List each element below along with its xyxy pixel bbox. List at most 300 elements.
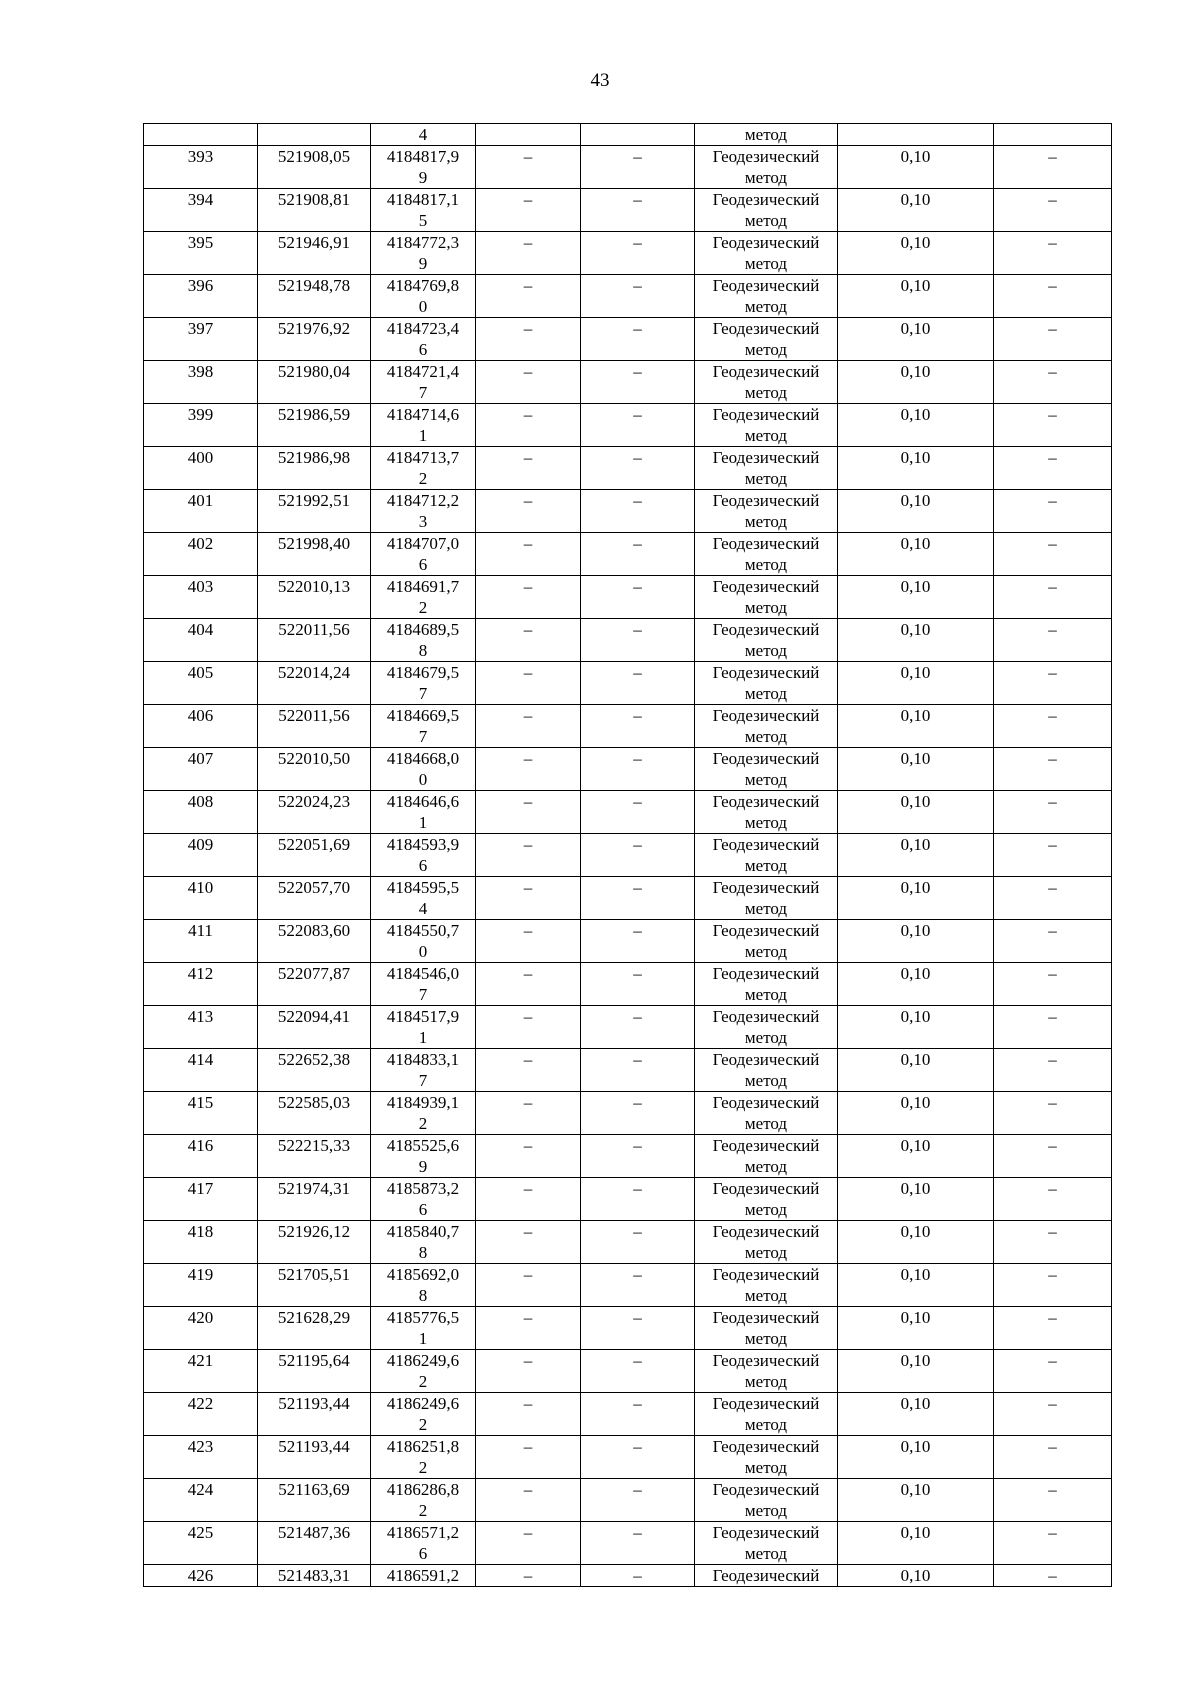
- cell-y: [371, 361, 476, 404]
- cell-point-number: 416: [144, 1135, 258, 1178]
- cell-note: –: [994, 662, 1112, 705]
- cell-h2: –: [581, 404, 695, 447]
- cell-h1: –: [476, 576, 581, 619]
- cell-method: Геодезический метод: [695, 1350, 838, 1393]
- cell-h2: –: [581, 877, 695, 920]
- cell-point-number: 397: [144, 318, 258, 361]
- cell-h2: –: [581, 1522, 695, 1565]
- cell-h1: –: [476, 963, 581, 1006]
- table-row: [144, 920, 1112, 963]
- cell-point-number: 421: [144, 1350, 258, 1393]
- table-row: [144, 318, 1112, 361]
- cell-x: 521193,44: [258, 1393, 371, 1436]
- cell-note: –: [994, 1479, 1112, 1522]
- cell-x: 521908,81: [258, 189, 371, 232]
- cell-h2: –: [581, 275, 695, 318]
- table-row: [144, 1393, 1112, 1436]
- cell-x: 521163,69: [258, 1479, 371, 1522]
- cell-point-number: 415: [144, 1092, 258, 1135]
- y-value: 4185525,69: [386, 1136, 460, 1176]
- cell-point-number: 425: [144, 1522, 258, 1565]
- cell-y: [371, 490, 476, 533]
- cell-point-number: 395: [144, 232, 258, 275]
- table-row: [144, 963, 1112, 1006]
- cell-note: –: [994, 877, 1112, 920]
- cell-x: 522077,87: [258, 963, 371, 1006]
- cell-note: –: [994, 963, 1112, 1006]
- cell-note: –: [994, 1178, 1112, 1221]
- cell-x: 522083,60: [258, 920, 371, 963]
- cell-method: Геодезический метод: [695, 1221, 838, 1264]
- cell-point-number: 396: [144, 275, 258, 318]
- cell-note: –: [994, 1049, 1112, 1092]
- cell-method: Геодезический метод: [695, 404, 838, 447]
- cell-h1: –: [476, 361, 581, 404]
- cell-h1: –: [476, 1092, 581, 1135]
- cell-h2: –: [581, 490, 695, 533]
- cell-y: [371, 533, 476, 576]
- cell-method: Геодезический метод: [695, 1135, 838, 1178]
- cell-x: 521926,12: [258, 1221, 371, 1264]
- cell-x: 522011,56: [258, 705, 371, 748]
- cell-note: –: [994, 619, 1112, 662]
- cell-accuracy: 0,10: [838, 1522, 994, 1565]
- cell-note: –: [994, 576, 1112, 619]
- cell-y: [371, 1006, 476, 1049]
- table-row: [144, 705, 1112, 748]
- cell-h2: –: [581, 1479, 695, 1522]
- cell-note: –: [994, 1307, 1112, 1350]
- cell-h1: –: [476, 1264, 581, 1307]
- cell-x: 522057,70: [258, 877, 371, 920]
- cell-h2: –: [581, 318, 695, 361]
- cell-method: Геодезический метод: [695, 1049, 838, 1092]
- cell-note: –: [994, 791, 1112, 834]
- cell-point-number: 403: [144, 576, 258, 619]
- y-value: 4184646,61: [386, 792, 460, 832]
- cell-point-number: 410: [144, 877, 258, 920]
- table-row: [144, 146, 1112, 189]
- cell-note: –: [994, 361, 1112, 404]
- cell-h2: –: [581, 1393, 695, 1436]
- cell-method: Геодезический метод: [695, 1436, 838, 1479]
- cell-method: метод: [695, 124, 838, 146]
- cell-y: [371, 1307, 476, 1350]
- cell-method: Геодезический метод: [695, 1006, 838, 1049]
- cell-note: –: [994, 533, 1112, 576]
- cell-method: Геодезический метод: [695, 1479, 838, 1522]
- cell-accuracy: 0,10: [838, 705, 994, 748]
- y-value: 4185692,08: [386, 1265, 460, 1305]
- y-value: 4186591,2: [386, 1566, 460, 1585]
- cell-accuracy: 0,10: [838, 533, 994, 576]
- y-value: 4184817,99: [386, 147, 460, 187]
- cell-h1: –: [476, 1135, 581, 1178]
- cell-accuracy: 0,10: [838, 877, 994, 920]
- cell-method: Геодезический метод: [695, 1264, 838, 1307]
- cell-accuracy: 0,10: [838, 404, 994, 447]
- cell-y: [371, 1092, 476, 1135]
- table-row: [144, 1436, 1112, 1479]
- y-value: 4184712,23: [386, 491, 460, 531]
- cell-point-number: 418: [144, 1221, 258, 1264]
- cell-h2: –: [581, 748, 695, 791]
- cell-method: Геодезический метод: [695, 447, 838, 490]
- cell-point-number: 405: [144, 662, 258, 705]
- table-row: [144, 533, 1112, 576]
- cell-y: 4: [371, 124, 476, 146]
- cell-y: [371, 619, 476, 662]
- cell-h2: –: [581, 1049, 695, 1092]
- cell-y: [371, 662, 476, 705]
- cell-y: [371, 1264, 476, 1307]
- y-value: 4184669,57: [386, 706, 460, 746]
- cell-note: –: [994, 275, 1112, 318]
- cell-x: 522652,38: [258, 1049, 371, 1092]
- cell-x: 521946,91: [258, 232, 371, 275]
- cell-h1: –: [476, 404, 581, 447]
- cell-x: 522051,69: [258, 834, 371, 877]
- cell-accuracy: 0,10: [838, 1350, 994, 1393]
- cell-point-number: 417: [144, 1178, 258, 1221]
- cell-note: –: [994, 834, 1112, 877]
- cell-method: Геодезический метод: [695, 1307, 838, 1350]
- y-value: 4184546,07: [386, 964, 460, 1004]
- cell-method: Геодезический метод: [695, 834, 838, 877]
- cell-method: Геодезический метод: [695, 619, 838, 662]
- cell-x: 521986,59: [258, 404, 371, 447]
- cell-h2: –: [581, 232, 695, 275]
- cell-h1: –: [476, 705, 581, 748]
- cell-accuracy: 0,10: [838, 1135, 994, 1178]
- cell-h2: –: [581, 1565, 695, 1587]
- y-value: 4184595,54: [386, 878, 460, 918]
- cell-y: [371, 404, 476, 447]
- cell-point-number: 402: [144, 533, 258, 576]
- cell-x: 521974,31: [258, 1178, 371, 1221]
- cell-y: [371, 275, 476, 318]
- cell-accuracy: 0,10: [838, 318, 994, 361]
- cell-h1: –: [476, 1221, 581, 1264]
- cell-y: [371, 447, 476, 490]
- table-row: [144, 1350, 1112, 1393]
- cell-accuracy: 0,10: [838, 1049, 994, 1092]
- cell-method: Геодезический метод: [695, 361, 838, 404]
- cell-note: –: [994, 189, 1112, 232]
- cell-x: 521980,04: [258, 361, 371, 404]
- cell-method: Геодезический метод: [695, 275, 838, 318]
- cell-h2: –: [581, 1307, 695, 1350]
- cell-note: –: [994, 1135, 1112, 1178]
- cell-h1: –: [476, 920, 581, 963]
- y-value: 4186571,26: [386, 1523, 460, 1563]
- cell-h1: –: [476, 1006, 581, 1049]
- cell-note: –: [994, 318, 1112, 361]
- cell-y: [371, 1479, 476, 1522]
- cell-y: [371, 232, 476, 275]
- cell-method: Геодезический метод: [695, 576, 838, 619]
- cell-x: 522215,33: [258, 1135, 371, 1178]
- cell-h1: –: [476, 490, 581, 533]
- cell-y: [371, 920, 476, 963]
- cell-h1: [476, 124, 581, 146]
- table-row: [144, 1178, 1112, 1221]
- cell-note: –: [994, 1393, 1112, 1436]
- table-row: [144, 1049, 1112, 1092]
- cell-method: Геодезический метод: [695, 705, 838, 748]
- table-row: [144, 1006, 1112, 1049]
- cell-point-number: 393: [144, 146, 258, 189]
- cell-h2: –: [581, 1006, 695, 1049]
- cell-point-number: 411: [144, 920, 258, 963]
- y-value: 4184714,61: [386, 405, 460, 445]
- cell-accuracy: 0,10: [838, 232, 994, 275]
- cell-h1: –: [476, 1350, 581, 1393]
- y-value: 4184593,96: [386, 835, 460, 875]
- table-row: [144, 877, 1112, 920]
- cell-h2: –: [581, 705, 695, 748]
- y-value: 4185840,78: [386, 1222, 460, 1262]
- cell-y: [371, 791, 476, 834]
- cell-y: [371, 1135, 476, 1178]
- cell-x: 522014,24: [258, 662, 371, 705]
- cell-x: 521195,64: [258, 1350, 371, 1393]
- cell-point-number: 414: [144, 1049, 258, 1092]
- table-row: [144, 490, 1112, 533]
- table-row: [144, 1092, 1112, 1135]
- table-row: [144, 1565, 1112, 1587]
- cell-accuracy: [838, 124, 994, 146]
- cell-h1: –: [476, 146, 581, 189]
- cell-y: [371, 705, 476, 748]
- cell-x: 522010,50: [258, 748, 371, 791]
- cell-x: 522011,56: [258, 619, 371, 662]
- cell-x: 521487,36: [258, 1522, 371, 1565]
- cell-h1: –: [476, 318, 581, 361]
- table-row: [144, 1307, 1112, 1350]
- cell-method: Геодезический метод: [695, 189, 838, 232]
- cell-point-number: 409: [144, 834, 258, 877]
- y-value: 4184833,17: [386, 1050, 460, 1090]
- y-value: 4184679,57: [386, 663, 460, 703]
- cell-accuracy: 0,10: [838, 1479, 994, 1522]
- cell-accuracy: 0,10: [838, 189, 994, 232]
- cell-accuracy: 0,10: [838, 576, 994, 619]
- y-value: 4184550,70: [386, 921, 460, 961]
- cell-h1: –: [476, 1479, 581, 1522]
- cell-y: [371, 576, 476, 619]
- cell-accuracy: 0,10: [838, 1264, 994, 1307]
- table-row: [144, 404, 1112, 447]
- cell-note: –: [994, 748, 1112, 791]
- cell-h2: [581, 124, 695, 146]
- cell-note: –: [994, 1565, 1112, 1587]
- y-value: 4184769,80: [386, 276, 460, 316]
- table-row: [144, 275, 1112, 318]
- y-value: 4185776,51: [386, 1308, 460, 1348]
- cell-h1: –: [476, 834, 581, 877]
- cell-h1: –: [476, 1565, 581, 1587]
- cell-x: 521628,29: [258, 1307, 371, 1350]
- cell-accuracy: 0,10: [838, 1092, 994, 1135]
- table-row: [144, 619, 1112, 662]
- cell-h1: –: [476, 189, 581, 232]
- table-row: [144, 1221, 1112, 1264]
- cell-h1: –: [476, 1522, 581, 1565]
- cell-point-number: 423: [144, 1436, 258, 1479]
- cell-y: [371, 318, 476, 361]
- y-value: 4184517,91: [386, 1007, 460, 1047]
- cell-note: –: [994, 404, 1112, 447]
- cell-note: –: [994, 1522, 1112, 1565]
- table-row: [144, 1522, 1112, 1565]
- cell-h2: –: [581, 662, 695, 705]
- page-number: 43: [590, 70, 610, 91]
- table-row: [144, 1479, 1112, 1522]
- cell-point-number: 398: [144, 361, 258, 404]
- cell-point-number: 422: [144, 1393, 258, 1436]
- cell-x: [258, 124, 371, 146]
- cell-method: Геодезический метод: [695, 318, 838, 361]
- cell-h1: –: [476, 619, 581, 662]
- cell-accuracy: 0,10: [838, 791, 994, 834]
- cell-h1: –: [476, 447, 581, 490]
- cell-x: 521908,05: [258, 146, 371, 189]
- cell-method: Геодезический метод: [695, 791, 838, 834]
- cell-accuracy: 0,10: [838, 361, 994, 404]
- cell-h1: –: [476, 662, 581, 705]
- cell-y: [371, 1393, 476, 1436]
- cell-point-number: 404: [144, 619, 258, 662]
- cell-y: [371, 1436, 476, 1479]
- y-value: 4186286,82: [386, 1480, 460, 1520]
- cell-x: 521483,31: [258, 1565, 371, 1587]
- cell-method: Геодезический метод: [695, 963, 838, 1006]
- cell-h2: –: [581, 361, 695, 404]
- y-value: 4184939,12: [386, 1093, 460, 1133]
- y-value: 4185873,26: [386, 1179, 460, 1219]
- cell-y: [371, 1178, 476, 1221]
- cell-accuracy: 0,10: [838, 1221, 994, 1264]
- table-row: [144, 447, 1112, 490]
- cell-note: –: [994, 447, 1112, 490]
- cell-h1: –: [476, 791, 581, 834]
- cell-point-number: 420: [144, 1307, 258, 1350]
- cell-h2: –: [581, 1092, 695, 1135]
- y-value: 4186249,62: [386, 1351, 460, 1391]
- cell-point-number: 399: [144, 404, 258, 447]
- cell-h2: –: [581, 619, 695, 662]
- cell-y: [371, 1522, 476, 1565]
- cell-h2: –: [581, 189, 695, 232]
- cell-point-number: 400: [144, 447, 258, 490]
- cell-h2: –: [581, 1436, 695, 1479]
- cell-method: Геодезический метод: [695, 490, 838, 533]
- cell-x: 522010,13: [258, 576, 371, 619]
- cell-h2: –: [581, 920, 695, 963]
- cell-note: –: [994, 1350, 1112, 1393]
- cell-point-number: 419: [144, 1264, 258, 1307]
- cell-point-number: 407: [144, 748, 258, 791]
- cell-h2: –: [581, 791, 695, 834]
- cell-note: –: [994, 1264, 1112, 1307]
- cell-h2: –: [581, 447, 695, 490]
- cell-accuracy: 0,10: [838, 447, 994, 490]
- cell-h1: –: [476, 275, 581, 318]
- cell-x: 521948,78: [258, 275, 371, 318]
- cell-y: [371, 963, 476, 1006]
- y-value: 4184772,39: [386, 233, 460, 273]
- cell-x: 522094,41: [258, 1006, 371, 1049]
- cell-note: –: [994, 1006, 1112, 1049]
- cell-x: 521992,51: [258, 490, 371, 533]
- cell-method: Геодезический метод: [695, 877, 838, 920]
- y-value: 4184817,15: [386, 190, 460, 230]
- cell-method: Геодезический метод: [695, 1522, 838, 1565]
- cell-accuracy: 0,10: [838, 275, 994, 318]
- cell-h2: –: [581, 1264, 695, 1307]
- cell-point-number: 424: [144, 1479, 258, 1522]
- coordinates-table: [143, 123, 1112, 1587]
- cell-method: Геодезический метод: [695, 146, 838, 189]
- cell-x: 522024,23: [258, 791, 371, 834]
- cell-accuracy: 0,10: [838, 490, 994, 533]
- cell-x: 521998,40: [258, 533, 371, 576]
- cell-note: –: [994, 1436, 1112, 1479]
- table-row: [144, 232, 1112, 275]
- cell-accuracy: 0,10: [838, 662, 994, 705]
- cell-y: [371, 189, 476, 232]
- cell-accuracy: 0,10: [838, 1393, 994, 1436]
- cell-x: 522585,03: [258, 1092, 371, 1135]
- cell-note: [994, 124, 1112, 146]
- cell-h2: –: [581, 146, 695, 189]
- cell-method: Геодезический метод: [695, 748, 838, 791]
- cell-h2: –: [581, 576, 695, 619]
- y-value: 4184668,00: [386, 749, 460, 789]
- cell-h2: –: [581, 533, 695, 576]
- cell-point-number: [144, 124, 258, 146]
- cell-y: [371, 1221, 476, 1264]
- cell-method: Геодезический: [695, 1565, 838, 1587]
- cell-y: [371, 1049, 476, 1092]
- cell-accuracy: 0,10: [838, 920, 994, 963]
- y-value: 4184707,06: [386, 534, 460, 574]
- table-row: [144, 1135, 1112, 1178]
- table-row: [144, 834, 1112, 877]
- cell-point-number: 408: [144, 791, 258, 834]
- cell-accuracy: 0,10: [838, 1178, 994, 1221]
- cell-h1: –: [476, 1393, 581, 1436]
- cell-note: –: [994, 146, 1112, 189]
- cell-h1: –: [476, 1436, 581, 1479]
- cell-note: –: [994, 920, 1112, 963]
- y-value: 4184721,47: [386, 362, 460, 402]
- cell-note: –: [994, 1221, 1112, 1264]
- cell-h1: –: [476, 877, 581, 920]
- cell-h2: –: [581, 1178, 695, 1221]
- cell-point-number: 426: [144, 1565, 258, 1587]
- cell-accuracy: 0,10: [838, 963, 994, 1006]
- cell-method: Геодезический метод: [695, 533, 838, 576]
- cell-accuracy: 0,10: [838, 1307, 994, 1350]
- cell-note: –: [994, 705, 1112, 748]
- cell-h2: –: [581, 1135, 695, 1178]
- table-row: [144, 189, 1112, 232]
- table-row: [144, 791, 1112, 834]
- cell-y: [371, 877, 476, 920]
- cell-note: –: [994, 490, 1112, 533]
